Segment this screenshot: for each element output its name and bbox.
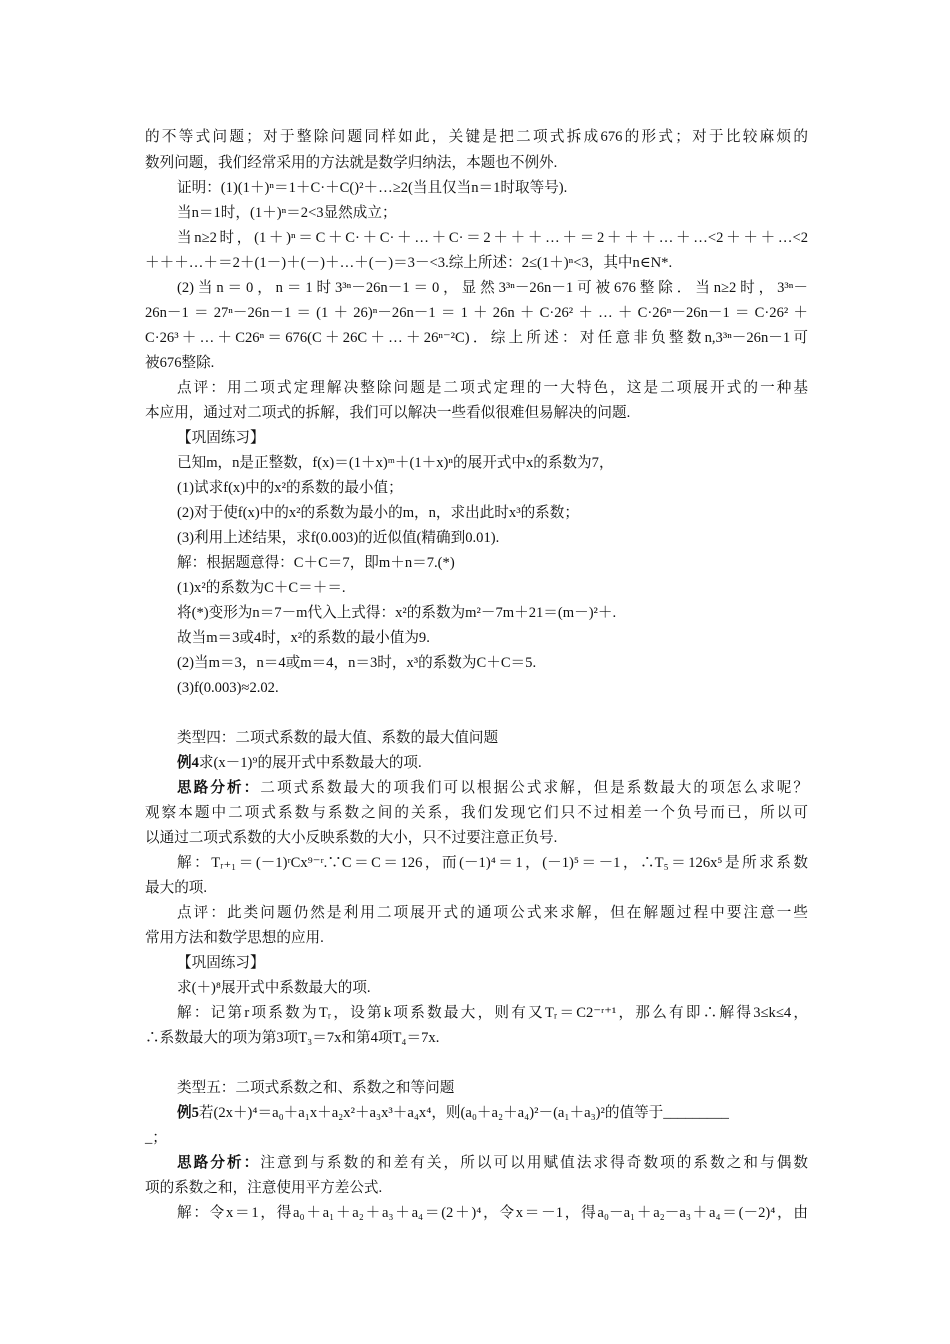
text-line: 求(＋)⁸展开式中系数最大的项. (177, 980, 371, 996)
section-heading: 【巩固练习】 (177, 955, 265, 971)
text-line: C·26³＋…＋C26ⁿ＝676(C＋26C＋…＋26ⁿ⁻²C)．综上所述：对任意非负整数n,3³ⁿ－26n－1可 (145, 330, 808, 346)
text-line: 解：记第r项系数为Tᵣ，设第k项系数最大，则有又Tᵣ＝C2⁻ʳ⁺¹，那么有即∴解得3≤k≤4， (177, 1005, 808, 1021)
text-line: 当n≥2时，(1＋)ⁿ＝C＋C·＋C·＋…＋C·＝2＋＋＋…＋＝2＋＋＋…＋…<2＋＋＋…<2 (177, 230, 808, 246)
text-line: _； (145, 1130, 167, 1146)
example-text: 求(x－1)⁹的展开式中系数最大的项. (198, 755, 422, 771)
example-text: 若(2x＋)⁴＝a₀＋a₁x＋a₂x²＋a₃x³＋a₄x⁴，则(a₀＋a₂＋a₄)²－(a₁＋a₃)²的值等于_________ (198, 1105, 729, 1121)
text-line: ＋＋＋…＋＝2＋(1－)＋(－)＋…＋(－)＝3－<3.综上所述：2≤(1＋)ⁿ<3，其中n∈N*. (145, 255, 673, 271)
text-line: 观察本题中二项式系数与系数之间的关系，我们发现它们只不过相差一个负号而已，所以可 (145, 805, 808, 821)
text-line: 的不等式问题；对于整除问题同样如此，关键是把二项式拆成676的形式；对于比较麻烦的 (145, 129, 808, 145)
section-heading: 类型五：二项式系数之和、系数之和等问题 (177, 1080, 455, 1096)
text-line: 故当m＝3或4时，x²的系数的最小值为9. (177, 630, 430, 646)
text-line: 本应用，通过对二项式的拆解，我们可以解决一些看似很难但易解决的问题. (145, 405, 631, 421)
text-line: 26n－1＝27ⁿ－26n－1＝(1＋26)ⁿ－26n－1＝1＋26n＋C·26²＋…＋C·26ⁿ－26n－1＝C·26²＋ (145, 305, 808, 321)
text-line: ∴系数最大的项为第3项T₃＝7x和第4项T₄＝7x. (145, 1030, 440, 1046)
analysis-text: 注意到与系数的和差有关，所以可以用赋值法求得奇数项的系数之和与偶数 (260, 1155, 808, 1171)
text-line: (1)x²的系数为C＋C＝＋＝. (177, 580, 346, 596)
example-label: 例4 (177, 755, 199, 771)
section-heading: 【巩固练习】 (177, 430, 265, 446)
example-label: 例5 (177, 1105, 199, 1121)
analysis-label: 思路分析： (177, 1155, 261, 1171)
text-line: (2)对于使f(x)中的x²的系数为最小的m，n，求出此时x³的系数； (177, 505, 579, 521)
text-line: 项的系数之和，注意使用平方差公式. (145, 1180, 383, 1196)
example-line (177, 753, 808, 773)
example-line (177, 1103, 808, 1123)
text-line: 数列问题，我们经常采用的方法就是数学归纳法，本题也不例外. (145, 155, 558, 171)
text-line: 被676整除. (145, 355, 215, 371)
analysis-line (177, 778, 808, 798)
text-line: (1)试求f(x)中的x²的系数的最小值； (177, 480, 403, 496)
text-line: (3)利用上述结果，求f(0.003)的近似值(精确到0.01). (177, 530, 500, 546)
analysis-label: 思路分析： (177, 780, 261, 796)
text-line: 解：令x＝1，得a₀＋a₁＋a₂＋a₃＋a₄＝(2＋)⁴，令x＝－1，得a₀－a₁＋a₂－a₃＋a₄＝(－2)⁴，由 (177, 1205, 808, 1221)
text-line: 证明：(1)(1＋)ⁿ＝1＋C·＋C()²＋…≥2(当且仅当n＝1时取等号). (177, 180, 568, 196)
text-line: 已知m，n是正整数，f(x)＝(1＋x)ᵐ＋(1＋x)ⁿ的展开式中x的系数为7， (177, 455, 614, 471)
text-line: 解：根据题意得：C＋C＝7，即m＋n＝7.(*) (177, 555, 455, 571)
text-line: (2)当m＝3，n＝4或m＝4，n＝3时，x³的系数为C＋C＝5. (177, 655, 537, 671)
analysis-line (177, 1153, 808, 1173)
text-line: 以通过二项式系数的大小反映系数的大小，只不过要注意正负号. (145, 830, 558, 846)
text-line: 最大的项. (145, 880, 208, 896)
analysis-text: 二项式系数最大的项我们可以根据公式求解，但是系数最大的项怎么求呢？ (260, 780, 808, 796)
text-line: 解：Tᵣ₊₁＝(－1)ʳCx⁹⁻ʳ.∵C＝C＝126，而(－1)⁴＝1，(－1)⁵＝－1，∴T₅＝126x⁵是所求系数 (177, 855, 808, 871)
text-line: 当n＝1时，(1＋)ⁿ＝2<3显然成立； (177, 205, 397, 221)
text-line: (3)f(0.003)≈2.02. (177, 680, 279, 696)
section-heading: 类型四：二项式系数的最大值、系数的最大值问题 (177, 730, 499, 746)
text-line: 将(*)变形为n＝7－m代入上式得：x²的系数为m²－7m＋21＝(m－)²＋. (177, 605, 617, 621)
text-line: 常用方法和数学思想的应用. (145, 930, 324, 946)
text-line: 点评：用二项式定理解决整除问题是二项式定理的一大特色，这是二项展开式的一种基 (177, 380, 808, 396)
text-line: (2)当n＝0，n＝1时3³ⁿ－26n－1＝0，显然3³ⁿ－26n－1可被676整除．当n≥2时，3³ⁿ－ (177, 280, 808, 296)
text-line: 点评：此类问题仍然是利用二项展开式的通项公式来求解，但在解题过程中要注意一些 (177, 905, 808, 921)
